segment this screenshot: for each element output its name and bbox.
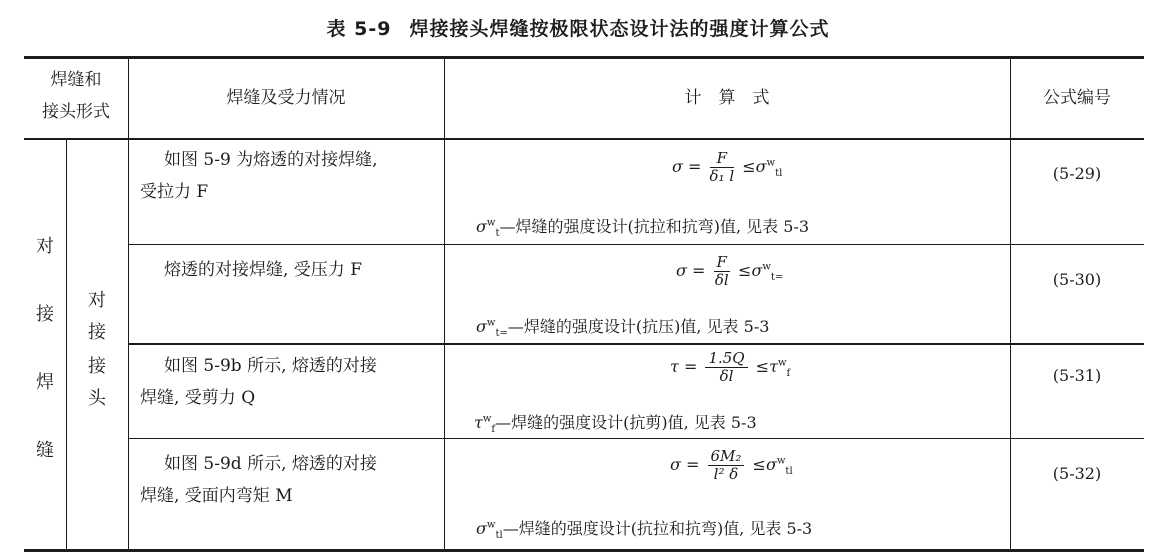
row-2-sub: t= [770, 272, 784, 284]
header-formula: 计 算 式 [684, 88, 770, 108]
row-2-formula-number: (5-30) [1052, 270, 1102, 289]
row-3-desc-line1: 如图 5-9b 所示, 熔透的对接 [164, 356, 377, 376]
row-4-formula-left: σ = [670, 455, 700, 474]
subcol-divider [66, 139, 67, 551]
joint-type-char-3: 接 [88, 356, 106, 377]
row-1-formula-left: σ = [672, 157, 702, 176]
joint-type-char-2: 接 [88, 322, 106, 343]
joint-type-char-1: 对 [88, 290, 106, 311]
row-1-formula [672, 150, 782, 185]
row-4-desc-line2: 焊缝, 受面内弯矩 M [140, 486, 293, 506]
row-1-note-text: —焊缝的强度设计(抗拉和抗弯)值, 见表 5-3 [499, 217, 810, 236]
row-2-fraction [714, 254, 730, 289]
row-2-desc-line1: 熔透的对接焊缝, 受压力 F [164, 260, 363, 280]
row-4-desc-line1: 如图 5-9d 所示, 熔透的对接 [164, 454, 377, 474]
weld-type-char-2: 接 [36, 304, 54, 325]
row-3-note [474, 410, 757, 435]
weld-type-char-4: 缝 [36, 440, 54, 461]
row-1-fraction [710, 150, 735, 185]
row-3-note-sup: w [482, 413, 492, 425]
row-4-denominator: l² δ [713, 465, 739, 483]
row-2-sup: w [762, 261, 771, 273]
table-title [0, 14, 1156, 41]
row-4-note-sup: w [486, 519, 496, 531]
row-2-note-sub: t= [495, 328, 508, 340]
row-1-sup: w [766, 157, 776, 169]
row-2-note-symbol: σ [476, 317, 487, 336]
row-divider-2 [128, 343, 1144, 345]
row-3-sup: w [777, 357, 787, 369]
table-title-text: 焊接接头焊缝按极限状态设计法的强度计算公式 [409, 18, 830, 40]
header-joint-type-line1: 焊缝和 [50, 70, 102, 90]
row-3-formula-number: (5-31) [1052, 366, 1102, 385]
row-2-note-text: —焊缝的强度设计(抗压)值, 见表 5-3 [507, 317, 770, 336]
row-1-formula-right: ≤σ [742, 157, 767, 176]
row-3-desc-line2: 焊缝, 受剪力 Q [140, 388, 256, 408]
row-4-formula-number: (5-32) [1052, 464, 1102, 483]
row-2-formula-left: σ = [676, 261, 706, 280]
row-1-note-sup: w [486, 217, 496, 229]
joint-type-char-4: 头 [88, 388, 106, 409]
row-1-note-symbol: σ [476, 217, 487, 236]
top-rule [24, 56, 1144, 59]
row-3-fraction [705, 350, 747, 385]
row-2-note-sup: w [486, 317, 496, 329]
row-4-sup: w [776, 455, 786, 467]
row-3-sub: f [786, 368, 791, 380]
row-4-sub: tl [785, 466, 793, 478]
row-3-formula-right: ≤τ [755, 357, 778, 376]
row-4-numerator: 6M₂ [708, 448, 745, 466]
row-1-numerator: F [710, 150, 735, 168]
row-4-fraction [708, 448, 745, 483]
row-4-formula [670, 448, 793, 483]
row-3-note-symbol: τ [474, 413, 483, 432]
row-4-note-sub: tl [495, 530, 503, 542]
header-joint-type-line2: 接头形式 [42, 102, 110, 122]
table-row-1-description [140, 148, 440, 204]
row-1-note-sub: t [495, 228, 500, 240]
table-row-3-description [140, 354, 440, 410]
table-row-4-description [140, 452, 440, 508]
row-2-denominator: δl [714, 271, 729, 289]
header-rule [24, 138, 1144, 140]
weld-type-char-3: 焊 [36, 372, 54, 393]
row-1-desc-line1: 如图 5-9 为熔透的对接焊缝, [164, 150, 378, 170]
row-2-formula [676, 254, 783, 289]
row-3-denominator: δl [719, 367, 734, 385]
row-2-formula-right: ≤σ [738, 261, 763, 280]
row-4-note [476, 516, 812, 541]
col-divider-2 [444, 58, 445, 551]
row-divider-1 [128, 244, 1144, 245]
row-3-note-text: —焊缝的强度设计(抗剪)值, 见表 5-3 [495, 413, 757, 432]
bottom-rule [24, 549, 1144, 552]
header-formula-number: 公式编号 [1043, 88, 1111, 108]
header-condition: 焊缝及受力情况 [226, 88, 346, 108]
row-1-sub: tl [775, 168, 783, 180]
row-4-note-symbol: σ [476, 519, 487, 538]
row-4-note-text: —焊缝的强度设计(抗拉和抗弯)值, 见表 5-3 [502, 519, 813, 538]
col-divider-1 [128, 58, 129, 551]
row-4-formula-right: ≤σ [752, 455, 777, 474]
row-1-note [476, 214, 809, 239]
row-1-desc-line2: 受拉力 F [140, 182, 209, 202]
row-1-formula-number: (5-29) [1052, 164, 1102, 183]
row-2-note [476, 314, 769, 339]
row-divider-3 [128, 438, 1144, 439]
table-number: 表 5-9 [326, 18, 392, 40]
row-1-denominator: δ₁ l [709, 167, 735, 185]
row-2-numerator: F [714, 254, 730, 272]
row-3-formula-left: τ = [670, 357, 698, 376]
weld-type-char-1: 对 [36, 236, 54, 257]
header-joint-type [24, 68, 128, 124]
row-3-numerator: 1.5Q [705, 350, 747, 368]
row-3-formula [670, 350, 790, 385]
row-3-note-sub: f [491, 424, 496, 436]
table-row-2-description [140, 258, 440, 282]
